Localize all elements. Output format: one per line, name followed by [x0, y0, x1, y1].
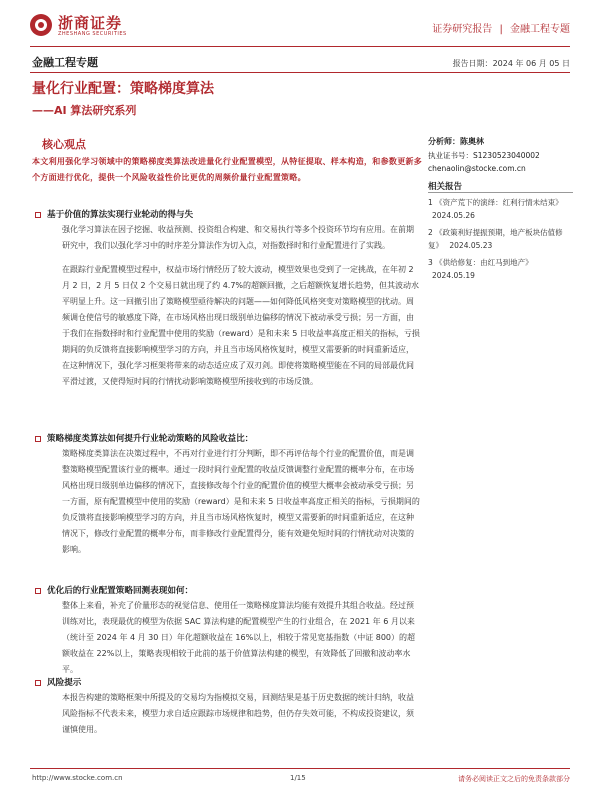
related-item[interactable]	[428, 196, 573, 222]
header-separator: |	[499, 24, 503, 35]
page-title: 量化行业配置：策略梯度算法	[32, 81, 214, 97]
footer-divider	[30, 768, 570, 769]
related-divider	[428, 192, 573, 193]
section-title-2: 策略梯度类算法如何提升行业轮动策略的风险收益比：	[47, 434, 254, 444]
section-bullet-1	[35, 212, 41, 218]
analyst-name: 陈奥林	[460, 137, 484, 146]
core-summary: 本文利用强化学习领域中的策略梯度类算法改进量化行业配置模型，从特征提取、样本构造，和参数更新多个方面进行优化，提供一个风险收益性价比更优的周频价量行业配置策略。	[32, 157, 423, 182]
report-type-header	[432, 20, 570, 35]
section-title-4: 风险提示	[47, 678, 82, 688]
section-1-paragraph-1: 强化学习算法在因子挖掘、收益预测、投资组合构建、和交易执行等多个投资环节均有应用。在前期研究中，我们以强化学习中的时序差分算法作为切入点，对指数择时和行业配置进行了实践。	[62, 225, 414, 250]
section-bullet-3	[35, 588, 41, 594]
brand-name: 浙商证券	[58, 14, 123, 32]
related-item[interactable]	[428, 226, 573, 252]
brand-logo-icon	[30, 14, 52, 36]
section-title-3: 优化后的行业配置策略回测表现如何：	[47, 586, 194, 596]
report-date-value: 2024 年 06 月 05 日	[492, 59, 570, 68]
page-subtitle: ——AI 算法研究系列	[32, 104, 137, 117]
footer-disclaimer: 请务必阅读正文之后的免责条款部分	[458, 775, 570, 783]
related-list	[428, 196, 573, 282]
footer-url[interactable]: http://www.stocke.com.cn	[32, 774, 123, 782]
analyst-label: 分析师：	[428, 137, 460, 146]
section-1-paragraph-2: 在跟踪行业配置模型过程中，权益市场行情经历了较大波动，模型效果也受到了一定挑战，在年初 2 月 2 日，2 月 5 日仅 2 个交易日就出现了约 4.7%的超额回撤，之后超额恢复增长趋势，但其波动水平明显上升。这一回撤引出了策略模型亟待解决的问题——如何降低风格突变对策略模型的扰动。周频调仓使信号的敏感度下降，在市场风格出现日级别单边偏移的情况下被动承受亏损；另一方面，由于我们在指数择时和行业配置中使用的奖励（reward）是和未来 5 日收益率高度正相关的指标，亏损期间的负反馈将直接影响模型学习的方向，并且当市场风格恢复时，模型又需要新的时间重新适应，在这种情况下，强化学习框架将带来的动态适应成了双刃剑。即使将策略模型能在不同的局部最优间平滑过渡，又使得短时间的行情扰动影响策略模型所接收到的市场反馈。	[62, 265, 420, 386]
section-bullet-2	[35, 436, 41, 442]
related-item-date: 2024.05.26	[432, 211, 475, 220]
section-2-paragraph-1: 策略梯度类算法在决策过程中，不再对行业进行打分判断，即不再评估每个行业的配置价值，而是调整策略模型配置该行业的概率。通过一段时间行业配置的收益反馈调整行业配置的概率分布，在市场风格出现日级别单边偏移的情况下，直接修改每个行业的配置价值的模型大概率会被动承受亏损；另一方面，原有配置模型中使用的奖励（reward）是和未来 5 日收益率高度正相关的指标，亏损期间的负反馈将直接影响模型学习的方向，并且当市场风格恢复时，模型又需要新的时间重新适应，在这种情况下，修改行业配置的概率分布，而非修改行业配置得分，能有效避免短时间的行情扰动对决策的影响。	[62, 449, 420, 554]
related-item-title: 《资产荒下的演绎：红利行情未结束》	[435, 198, 563, 207]
related-item-title: 《供给修复：由红马到地产》	[435, 258, 533, 267]
related-item-number: 3	[428, 258, 433, 267]
related-item-title: 《政策利好提振预期，地产板块估值修复》	[428, 228, 563, 250]
cert-label: 执业证书号：	[428, 151, 473, 160]
related-heading: 相关报告	[428, 182, 463, 192]
section-divider	[30, 72, 570, 73]
report-date	[453, 58, 570, 69]
section-title-1: 基于价值的算法实现行业轮动的得与失	[47, 210, 194, 220]
cert-number: S1230523040002	[473, 151, 540, 160]
related-item-date: 2024.05.19	[432, 271, 475, 280]
report-category: 金融工程专题	[510, 24, 570, 35]
related-item-number: 2	[428, 228, 433, 237]
section-bullet-4	[35, 680, 41, 686]
header-divider	[30, 46, 570, 47]
analyst-email[interactable]: chenaolin@stocke.com.cn	[428, 164, 526, 173]
report-date-label: 报告日期：	[452, 59, 493, 68]
report-type: 证券研究报告	[432, 24, 493, 35]
brand-name-en: ZHESHANG SECURITIES	[58, 31, 127, 37]
footer-page-number: 1/15	[290, 774, 306, 782]
related-item-number: 1	[428, 198, 433, 207]
related-item[interactable]	[428, 256, 573, 282]
section-label: 金融工程专题	[32, 56, 98, 69]
section-4-paragraph-1: 本报告构建的策略框架中所提及的交易均为指模拟交易，回测结果是基于历史数据的统计归纳，收益风险指标不代表未来，模型力求自适应跟踪市场规律和趋势，但仍存失效可能，不构成投资建议，须谨慎使用。	[62, 693, 414, 734]
core-heading: 核心观点	[42, 138, 86, 151]
related-item-date: 2024.05.23	[449, 241, 493, 250]
section-3-paragraph-1: 整体上来看，补充了价量形态的视觉信息、使用任一策略梯度算法均能有效提升其组合收益。经过预训练对比，表现最优的模型为依据 SAC 算法构建的配置模型产生的行业组合，在 2021 年 6 月以来（统计至 2024 年 4 月 30 日）年化超额收益在 16%以上，相较于常见宽基指数（中证 800）的超额收益在 22%以上，策略表现相较于此前的基于价值算法构建的模型，有效降低了回撤和波动率水平。	[62, 601, 416, 674]
analyst-block	[428, 136, 573, 173]
